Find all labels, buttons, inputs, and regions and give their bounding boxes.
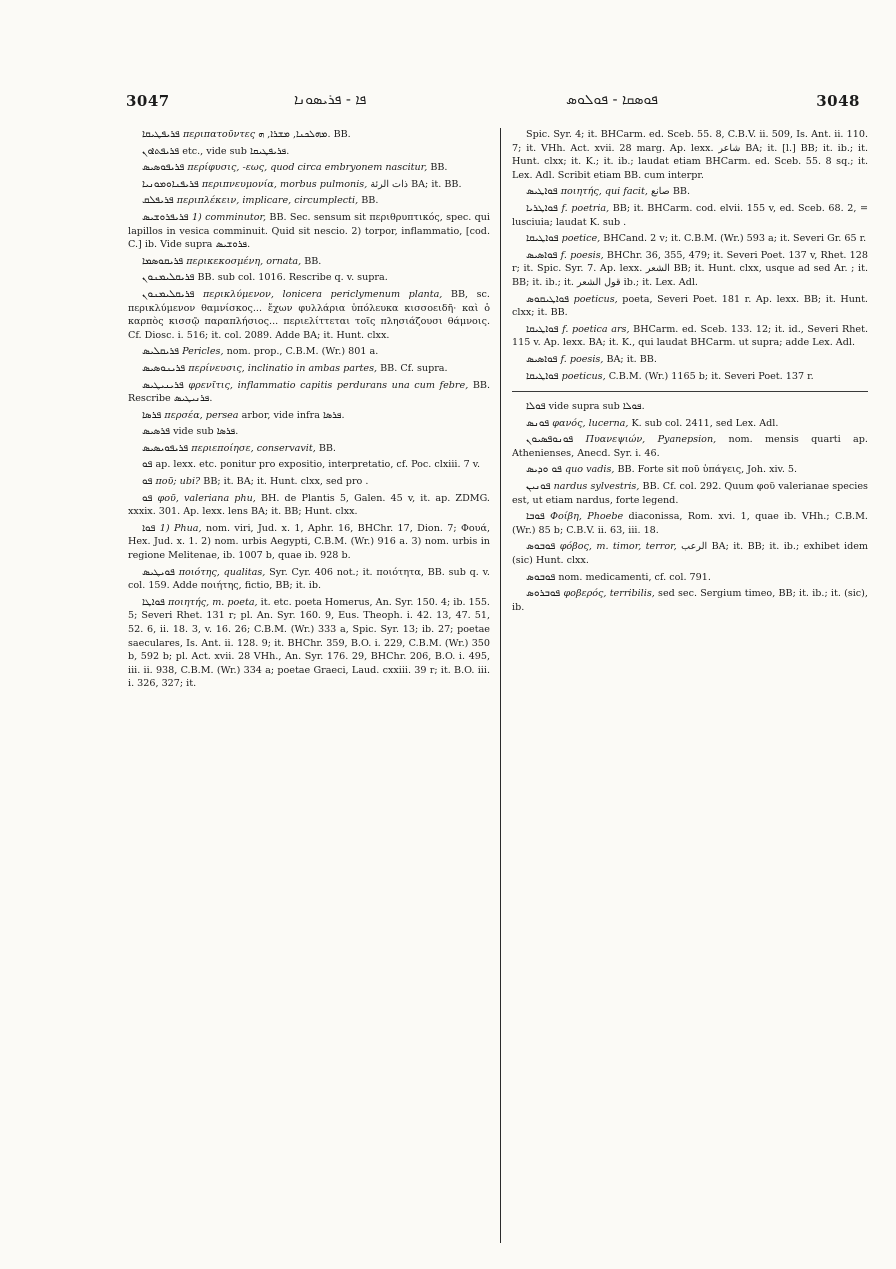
dictionary-entry <box>128 409 490 423</box>
entry-headword: ܦܪܣܝܣ <box>142 426 170 438</box>
entry-gloss: 1) comminutor, <box>191 211 267 223</box>
entry-body: BB; it. BA; it. Hunt. clxx, sed pro . <box>203 476 369 488</box>
entry-gloss: poeticus, <box>561 370 606 382</box>
entry-body: BB. sub col. 1016. Rescribe q. v. supra. <box>197 272 388 284</box>
entry-greek: περίφυσις, -εως, <box>187 162 268 174</box>
entry-body: C.B.M. (Wr.) 1165 b; it. Severi Poet. 137 r. <box>608 370 814 382</box>
entry-gloss: f. poetria, <box>561 202 610 214</box>
entry-body: vide sub ܦܪܣܐ. <box>173 426 239 438</box>
entry-headword: ܦܘܐܛܝܣ <box>526 186 558 198</box>
entry-body: vide supra sub ܦܘܠܐ. <box>548 401 645 413</box>
entry-headword: ܦܘܢܝܢ <box>526 481 551 493</box>
entry-headword: ܦܪܝܩܠܝܣ <box>142 346 179 358</box>
section-separator <box>512 391 868 392</box>
entry-greek: περιεποίησε, <box>191 442 254 454</box>
entry-headword: ܦܘܐ <box>142 522 156 534</box>
entry-gloss: persea <box>205 409 239 421</box>
dictionary-entry <box>512 232 868 246</box>
entry-body: BB. <box>304 255 322 267</box>
dictionary-entry <box>128 145 490 159</box>
entry-gloss: nardus sylvestris, <box>553 481 640 493</box>
dictionary-entry <box>512 353 868 367</box>
entry-headword: ܦܘܒܘܣ <box>526 571 556 583</box>
entry-headword: ܦܪܝܩܠܝܡܢܘܢ <box>142 272 195 284</box>
dictionary-entry <box>128 178 490 192</box>
entry-gloss: ornata, <box>266 255 302 267</box>
dictionary-entry <box>512 293 868 320</box>
entry-gloss: inclinatio in ambas partes, <box>247 362 378 374</box>
entry-greek: φοβερός, <box>563 588 607 600</box>
entry-gloss: terribilis, <box>609 588 655 600</box>
dictionary-entry <box>512 587 868 614</box>
entry-gloss: poetice, <box>561 233 601 245</box>
entry-headword: ܦܘܐܛܝܩܐ <box>526 370 559 382</box>
entry-headword: ܦܪܝܦܬܐܘܢ <box>142 145 180 157</box>
entry-body: nom. viri, Jud. x. 1, Aphr. 16, BHChr. 17, Dion. 7; Φουά, Hex. Jud. x. 1. 2) nom. urbis Aegypti, C.B.M. (Wr.) 916 a. 3) nom. urbis in regione Melitenae, ib. 1007 b, quae ib. 928 b. <box>128 522 490 562</box>
dictionary-entry <box>128 194 490 208</box>
entry-body: ܡܗܠܟܢܐ, ܡܫܪܐ, ܗ. BB. <box>258 129 351 140</box>
entry-gloss: quod circa embryonem nascitur, <box>270 162 428 174</box>
entry-headword: ܦܪܝܦܛܝܩܐ <box>142 129 180 140</box>
entry-body: BHCarm. ed. Sceb. 133. 12; it. id., Severi Rhet. 115 v. Ap. lexx. BA; it. K., qui laudat BHCarm. ut supra; adde Lex. Adl. <box>512 323 868 349</box>
entry-body: BB. <box>318 442 336 454</box>
left-page-number: 3047 <box>126 92 170 110</box>
entry-gloss: m. timor, terror, <box>596 541 677 553</box>
entry-greek: Φοίβη, <box>550 511 582 523</box>
entry-headword: ܦܘܒܪܘܣ <box>526 588 561 600</box>
entry-headword: ܦܘܐܛܪܝܐ <box>526 202 558 214</box>
entry-gloss: implicare, circumplecti, <box>242 195 359 207</box>
entry-body: BB; it. BHCarm. cod. elvii. 155 v, ed. Sceb. 68. 2, = lusciuia; laudat K. sub . <box>512 202 868 228</box>
entry-headword: ܦܘܒܘܣ <box>526 541 556 553</box>
entry-gloss: m. poeta, <box>212 596 258 608</box>
entry-body: poeta, Severi Poet. 181 r. Ap. lexx. BB; it. Hunt. clxx; it. BB. <box>512 293 868 319</box>
dictionary-entry <box>128 271 490 285</box>
entry-gloss: morbus pulmonis, <box>280 178 368 190</box>
left-column <box>128 128 490 1245</box>
dictionary-entry <box>128 255 490 269</box>
dictionary-entry <box>512 540 868 567</box>
dictionary-entry <box>512 433 868 460</box>
entry-greek: περιπνευμονία, <box>201 178 277 190</box>
right-running-title: ܦܘܣܩܐ - ܦܘܠܘܣ <box>566 92 658 108</box>
entry-body: BB. <box>361 195 379 207</box>
entry-body: nom. medicamenti, cf. col. 791. <box>558 571 711 583</box>
page-header <box>126 90 860 118</box>
dictionary-entry <box>128 522 490 563</box>
entry-body: الرعب BA; it. BB; it. ib.; exhibet idem (sic) Hunt. clxx. <box>512 541 868 567</box>
entry-body: Spic. Syr. 4; it. BHCarm. ed. Sceb. 55. 8, C.B.V. ii. 509, Is. Ant. ii. 110. 7; it. VHh. Act. xvii. 28 marg. Ap. lexx. شاعر BA; it. [l.] BB; it. ib.; it. Hunt. clxx; it. K.; it. ib.; laudat etiam BHCarm. ed. Sceb. 55. 8 sq.; it. Lex. Adl. Scribit etiam BB. cum interpr. <box>512 129 868 181</box>
entry-body: BB, sc. περικλύμενον θαμνίσκος... ἔχων φυλλάρια ὑπόλευκα κισσοειδῆ· καὶ ὁ καρπὸς κισσῷ παραπλήσιος... περιελίττεται τοῖς πλησιάζουσι θάμνοις. Cf. Diosc. i. 516; it. col. 2089. Adde BA; it. Hunt. clxx. <box>128 288 490 341</box>
entry-body: BB. Cf. col. 292. Quum φοῦ valerianae species est, ut etiam nardus, forte legend. <box>512 481 868 506</box>
entry-headword: ܦܪܝܦܠܩ <box>142 195 174 207</box>
entry-headword: ܦܪܣܐ <box>142 409 162 421</box>
entry-greek: περικλύμενον, <box>203 288 274 300</box>
entry-body: etc., vide sub ܦܪܝܦܛܝܩܐ. <box>182 145 290 157</box>
dictionary-entry <box>512 249 868 290</box>
entry-body: BA; it. BB. <box>606 353 657 365</box>
dictionary-entry <box>512 463 868 477</box>
dictionary-entry <box>512 185 868 199</box>
entry-headword: ܦܪܝܦܘܝܣܝܣ <box>142 442 189 454</box>
entry-body: diaconissa, Rom. xvi. 1, quae ib. VHh.; C.B.M. (Wr.) 85 b; C.B.V. ii. 63, iii. 18. <box>512 511 868 536</box>
entry-headword: ܦܪܝܦܘܣܝܣ <box>142 162 185 174</box>
entry-greek: φοῦ, <box>157 492 179 504</box>
entry-body: BB. Forte sit ποῦ ὑπάγεις, Joh. xiv. 5. <box>617 464 798 476</box>
dictionary-entry <box>512 400 868 414</box>
entry-headword: ܦܘܐܛܝܩܘܣ <box>526 293 570 305</box>
entry-body: BH. de Plantis 5, Galen. 45 v, it. ap. ZDMG. xxxix. 301. Ap. lexx. lens BA; it. BB; Hunt. clxx. <box>128 492 490 518</box>
entry-headword: ܦܪܝܩܠܝܡܢܘܢ <box>142 288 195 300</box>
entry-body: sed sec. Sergium timeo, BB; it. ib.; it. (sic), ib. <box>512 588 868 613</box>
right-column <box>512 128 868 1245</box>
entry-gloss: lucerna, <box>588 417 629 429</box>
entry-headword: ܦܘ <box>142 492 153 504</box>
entry-gloss: Pyanepsion, <box>657 434 717 446</box>
dictionary-entry <box>512 323 868 350</box>
entry-body: Syr. Cyr. 406 not.; it. ποιότητα, BB. sub q. v. col. 159. Adde ποιήτης, fictio, BB; it. ib. <box>128 566 490 592</box>
dictionary-entry <box>128 211 490 252</box>
entry-gloss: f. poesis, <box>560 249 604 261</box>
entry-greek: ποιητής, <box>168 596 210 608</box>
entry-headword: ܦܘܢܣ <box>526 417 550 429</box>
entry-body: BB. <box>430 162 448 174</box>
entry-gloss: quo vadis, <box>564 464 615 476</box>
entry-headword: ܦܘܝܛܝܣ <box>142 566 175 578</box>
entry-gloss: conservavit, <box>256 442 316 454</box>
entry-greek: φρενῖτις, <box>188 379 233 391</box>
entry-body: nom. prop., C.B.M. (Wr.) 801 a. <box>226 346 379 358</box>
entry-greek: φόβος, <box>559 541 592 553</box>
entry-gloss: poeticus, <box>573 293 618 305</box>
entry-gloss: ubi? <box>179 476 201 488</box>
entry-gloss: f. poesis, <box>560 353 604 365</box>
entry-headword: ܦܘܠܐ <box>526 401 546 413</box>
entry-body: ap. lexx. etc. ponitur pro expositio, interpretatio, cf. Poc. clxiii. 7 v. <box>155 459 481 471</box>
entry-gloss: 1) Phua, <box>159 522 202 534</box>
entry-body: ذات الرئة BA; it. BB. <box>370 178 462 190</box>
entry-greek: ποιότης, <box>178 566 220 578</box>
entry-body: BHChr. 36, 355, 479; it. Severi Poet. 137 v, Rhet. 128 r; it. Spic. Syr. 7. Ap. lexx. الشعر BB; it. Hunt. clxx, usque ad sed Ar. ; it. BB; it. ib.; it. قول الشعر ib.; it. Lex. Adl. <box>512 249 868 288</box>
entry-headword: ܦܘ ܘܕܝܣ <box>526 464 562 476</box>
entry-body: BB. Sec. sensum sit περιθρυπτικός, spec. qui lapillos in vesica comminuit. Quid sit nescio. 2) torpor, inflammatio, [cod. C.] ib. Vide supra ܦܪܘܫܝܣ. <box>128 211 490 251</box>
entry-gloss: lonicera periclymenum planta, <box>282 288 443 300</box>
dictionary-entry <box>128 458 490 472</box>
entry-greek: περίνευσις, <box>188 362 245 374</box>
entry-gloss: f. poetica ars, <box>562 323 630 335</box>
dictionary-entry <box>512 202 868 229</box>
entry-body: arbor, vide infra ܦܪܣܐ. <box>241 409 345 421</box>
entry-headword: ܦܘܐܛܝܩܐ <box>526 233 559 245</box>
column-divider <box>500 128 501 1243</box>
entry-gloss: Phoebe <box>587 511 624 523</box>
dictionary-entry <box>128 362 490 376</box>
entry-greek: περιπλέκειν, <box>176 195 240 207</box>
dictionary-entry <box>128 161 490 175</box>
dictionary-entry <box>512 510 868 537</box>
dictionary-entry <box>128 345 490 359</box>
entry-headword: ܦܘܐܛܝܩܐ <box>526 323 559 335</box>
dictionary-entry <box>128 442 490 456</box>
dictionary-entry <box>128 379 490 406</box>
entry-greek: ποιητής, <box>560 186 602 198</box>
entry-gloss: Pericles, <box>182 346 224 358</box>
entry-headword: ܦܘܐܛܐ <box>142 596 165 608</box>
entry-greek: Πυανεψιών, <box>585 434 646 446</box>
entry-greek: περιπατοῦντες <box>182 129 256 140</box>
dictionary-entry <box>512 370 868 384</box>
dictionary-entry <box>128 475 490 489</box>
entry-gloss: inflammatio capitis perdurans una cum febre, <box>237 379 469 391</box>
dictionary-entry <box>512 480 868 507</box>
entry-headword: ܦܘܐܣܝܣ <box>526 249 558 261</box>
entry-headword: ܦܪܝܢܘܣܝܣ <box>142 362 186 374</box>
dictionary-entry <box>128 425 490 439</box>
entry-headword: ܦܘ <box>142 459 153 471</box>
dictionary-entry <box>128 288 490 342</box>
entry-headword: ܦܪܝܢܝܛܝܣ <box>142 379 184 391</box>
entry-headword: ܦܘ <box>142 476 153 488</box>
entry-body: nom. mensis quarti ap. Athenienses, Anecd. Syr. i. 46. <box>512 434 868 459</box>
dictionary-entry <box>128 596 490 691</box>
dictionary-entry <box>512 571 868 585</box>
entry-body: BB. Cf. supra. <box>380 362 448 374</box>
entry-headword: ܦܪܝܦܢܐܘܡܘܢܝܐ <box>142 178 199 190</box>
dictionary-entry <box>128 492 490 519</box>
entry-greek: φανός, <box>552 417 586 429</box>
entry-greek: ποῦ; <box>155 476 177 488</box>
dictionary-entry <box>512 417 868 431</box>
entry-gloss: qualitas, <box>223 566 266 578</box>
entry-body: K. sub col. 2411, sed Lex. Adl. <box>631 417 779 429</box>
dictionary-entry <box>128 566 490 593</box>
entry-headword: ܦܘܐܣܝܣ <box>526 353 558 365</box>
right-page-number: 3048 <box>816 92 860 110</box>
dictionary-entry <box>128 128 490 142</box>
entry-headword: ܦܪܝܩܘܣܡܐ <box>142 255 184 267</box>
entry-headword: ܦܘܒܐ <box>526 511 545 523</box>
entry-greek: περικεκοσμένη, <box>186 255 264 267</box>
entry-body: BHCand. 2 v; it. C.B.M. (Wr.) 593 a; it. Severi Gr. 65 r. <box>603 233 867 245</box>
entry-headword: ܦܘܢܘܦܣܝܘܢ <box>526 434 574 446</box>
entry-greek: περσέα, <box>164 409 203 421</box>
entry-body: BB. Rescribe ܦܪܢܝܛܝܣ. <box>128 379 490 405</box>
entry-body: صانع BB. <box>650 186 691 198</box>
entry-headword: ܦܪܝܦܪܘܫܝܣ <box>142 211 189 223</box>
entry-gloss: qui facit, <box>604 186 648 198</box>
entry-body: it. etc. poeta Homerus, An. Syr. 150. 4; ib. 155. 5; Severi Rhet. 131 r; pl. An. Syr. 160. 9, Eus. Theoph. i. 42. 13, 47. 51, 52. 6, ii. 18. 3, v. 16. 26; C.B.M. (Wr.) 333 a, Spic. Syr. 13; ib. 27; poetae saeculares, Is. Ant. ii. 128. 9; it. BHChr. 359, B.O. i. 229, C.B.M. (Wr.) 350 b, 592 b; pl. Act. xvii. 28 VHh., An. Syr. 176. 29, BHChr. 206, B.O. i. 495, iii. ii. 938, C.B.M. (Wr.) 334 a; poetae Graeci, Laud. cxxiii. 39 r; it. B.O. iii. i. 326, 327; it. <box>128 596 490 690</box>
dictionary-entry <box>512 128 868 182</box>
left-running-title: ܦܐ - ܦܪܝܣܘܢܐ <box>294 92 367 108</box>
entry-gloss: valeriana phu, <box>184 492 256 504</box>
